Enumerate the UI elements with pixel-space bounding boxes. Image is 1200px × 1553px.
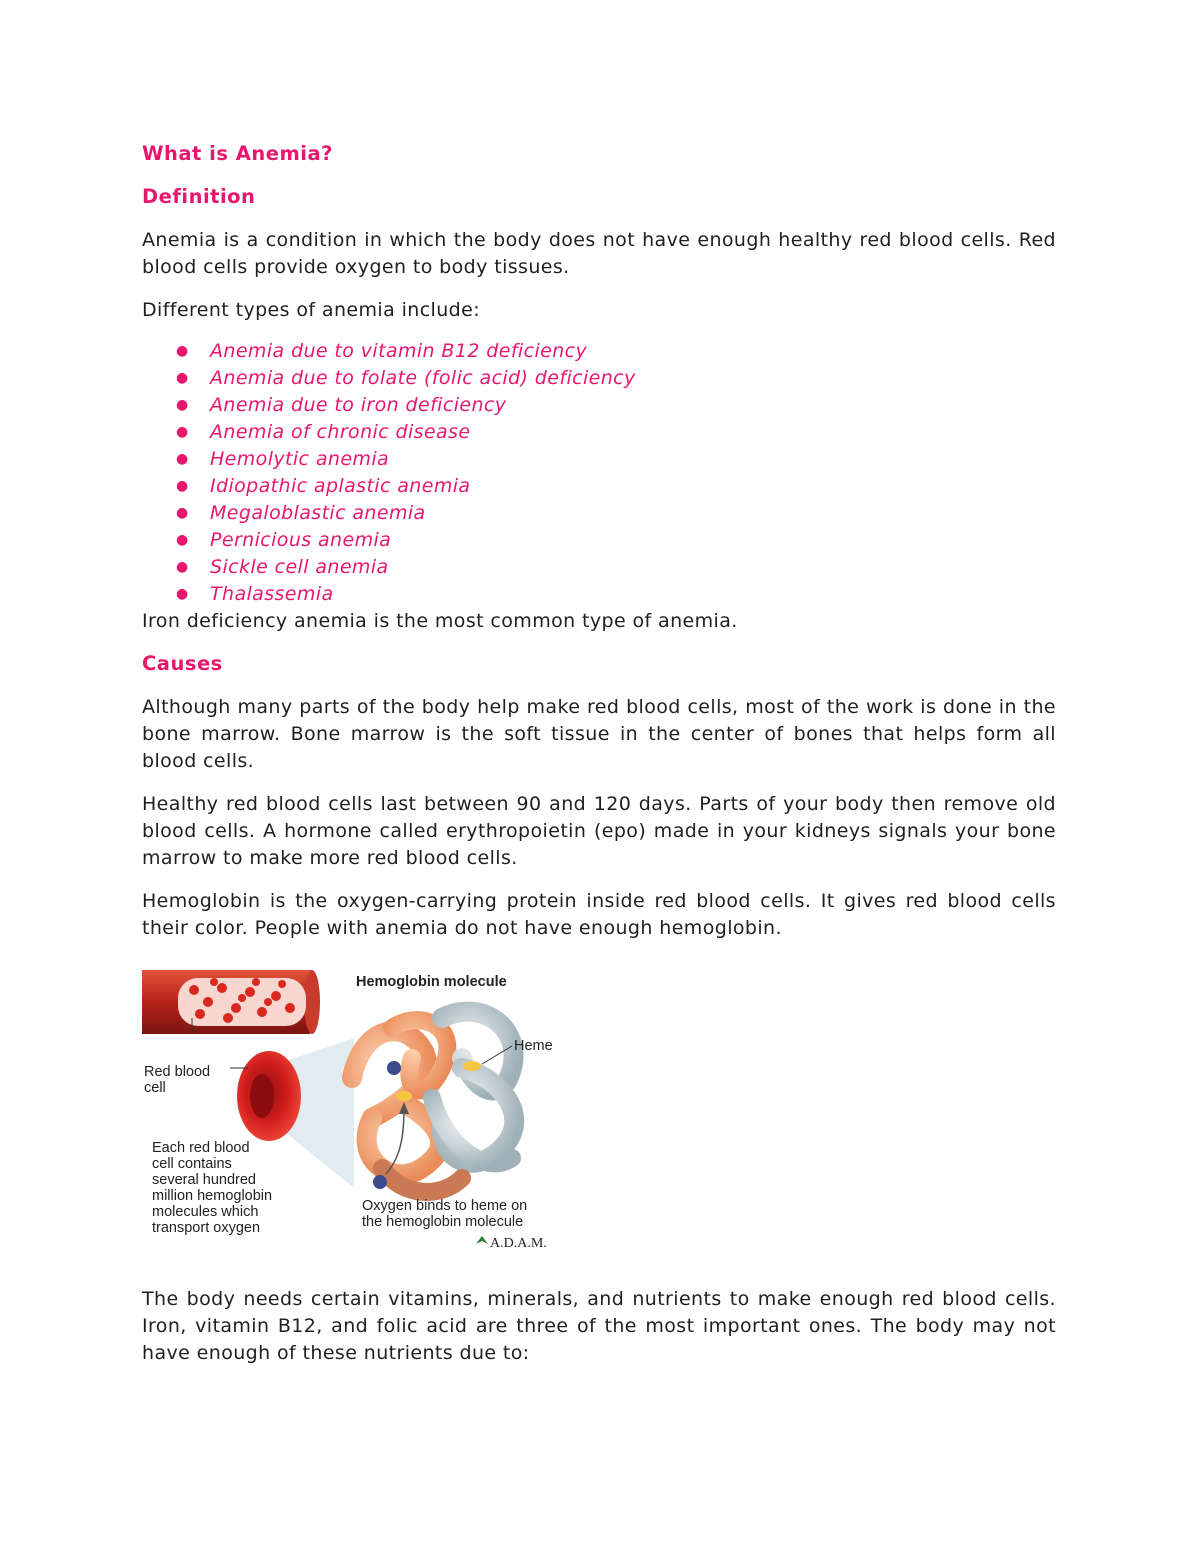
label-oxygen-binds: Oxygen binds to heme on the hemoglobin molecule	[362, 1198, 528, 1230]
causes-paragraph-1: Although many parts of the body help make red blood cells, most of the work is done in the bone marrow. Bone marrow is the soft tissue in the center of bones that helps form all blood cells.	[142, 696, 1056, 772]
page-title: What is Anemia?	[142, 142, 333, 165]
bullet-icon: ●	[176, 559, 189, 575]
list-item: ● Thalassemia	[142, 581, 1056, 608]
label-heme: Heme	[514, 1038, 553, 1054]
bullet-icon: ●	[176, 424, 189, 440]
definition-paragraph: Anemia is a condition in which the body does not have enough healthy red blood cells. Red blood cells provide oxygen to body tissues.	[142, 229, 1056, 278]
bullet-icon: ●	[176, 451, 189, 467]
list-item: ● Anemia due to vitamin B12 deficiency	[142, 338, 1056, 365]
document-content	[142, 140, 1056, 1367]
bullet-icon: ●	[176, 397, 189, 413]
bullet-icon: ●	[176, 370, 189, 386]
adam-logo-icon	[476, 1236, 488, 1244]
list-item: ● Sickle cell anemia	[142, 554, 1056, 581]
list-item: ● Anemia due to iron deficiency	[142, 392, 1056, 419]
list-item: ● Megaloblastic anemia	[142, 500, 1056, 527]
bullet-icon: ●	[176, 586, 189, 602]
list-item: ● Hemolytic anemia	[142, 446, 1056, 473]
types-intro: Different types of anemia include:	[142, 299, 481, 321]
adam-credit: A.D.A.M.	[490, 1236, 547, 1251]
label-hemoglobin-molecule: Hemoglobin molecule	[356, 974, 507, 990]
common-type-paragraph: Iron deficiency anemia is the most common type of anemia.	[142, 610, 738, 632]
causes-paragraph-3: Hemoglobin is the oxygen-carrying protein inside red blood cells. It gives red blood cells their color. People with anemia do not have enough hemoglobin.	[142, 890, 1056, 939]
definition-heading: Definition	[142, 185, 256, 208]
hemoglobin-figure	[142, 968, 562, 1268]
bullet-icon: ●	[176, 343, 189, 359]
list-item: ● Anemia of chronic disease	[142, 419, 1056, 446]
label-red-blood-cell: Red blood cell	[144, 1064, 211, 1096]
bullet-icon: ●	[176, 532, 189, 548]
causes-heading: Causes	[142, 652, 223, 675]
list-item: ● Pernicious anemia	[142, 527, 1056, 554]
list-item: ● Anemia due to folate (folic acid) deficiency	[142, 365, 1056, 392]
bullet-icon: ●	[176, 478, 189, 494]
list-item: ● Idiopathic aplastic anemia	[142, 473, 1056, 500]
causes-paragraph-2: Healthy red blood cells last between 90 and 120 days. Parts of your body then remove old blood cells. A hormone called erythropoietin (epo) made in your kidneys signals your bone marrow to make more red blood cells.	[142, 793, 1056, 869]
anemia-types-list	[142, 338, 1056, 608]
bullet-icon: ●	[176, 505, 189, 521]
label-each-red-blood-cell: Each red blood cell contains several hundred million hemoglobin molecules which transport oxygen	[152, 1140, 273, 1236]
causes-paragraph-4: The body needs certain vitamins, minerals, and nutrients to make enough red blood cells. Iron, vitamin B12, and folic acid are three of the most important ones. The body may not have enough of these nutrients due to:	[142, 1288, 1056, 1364]
